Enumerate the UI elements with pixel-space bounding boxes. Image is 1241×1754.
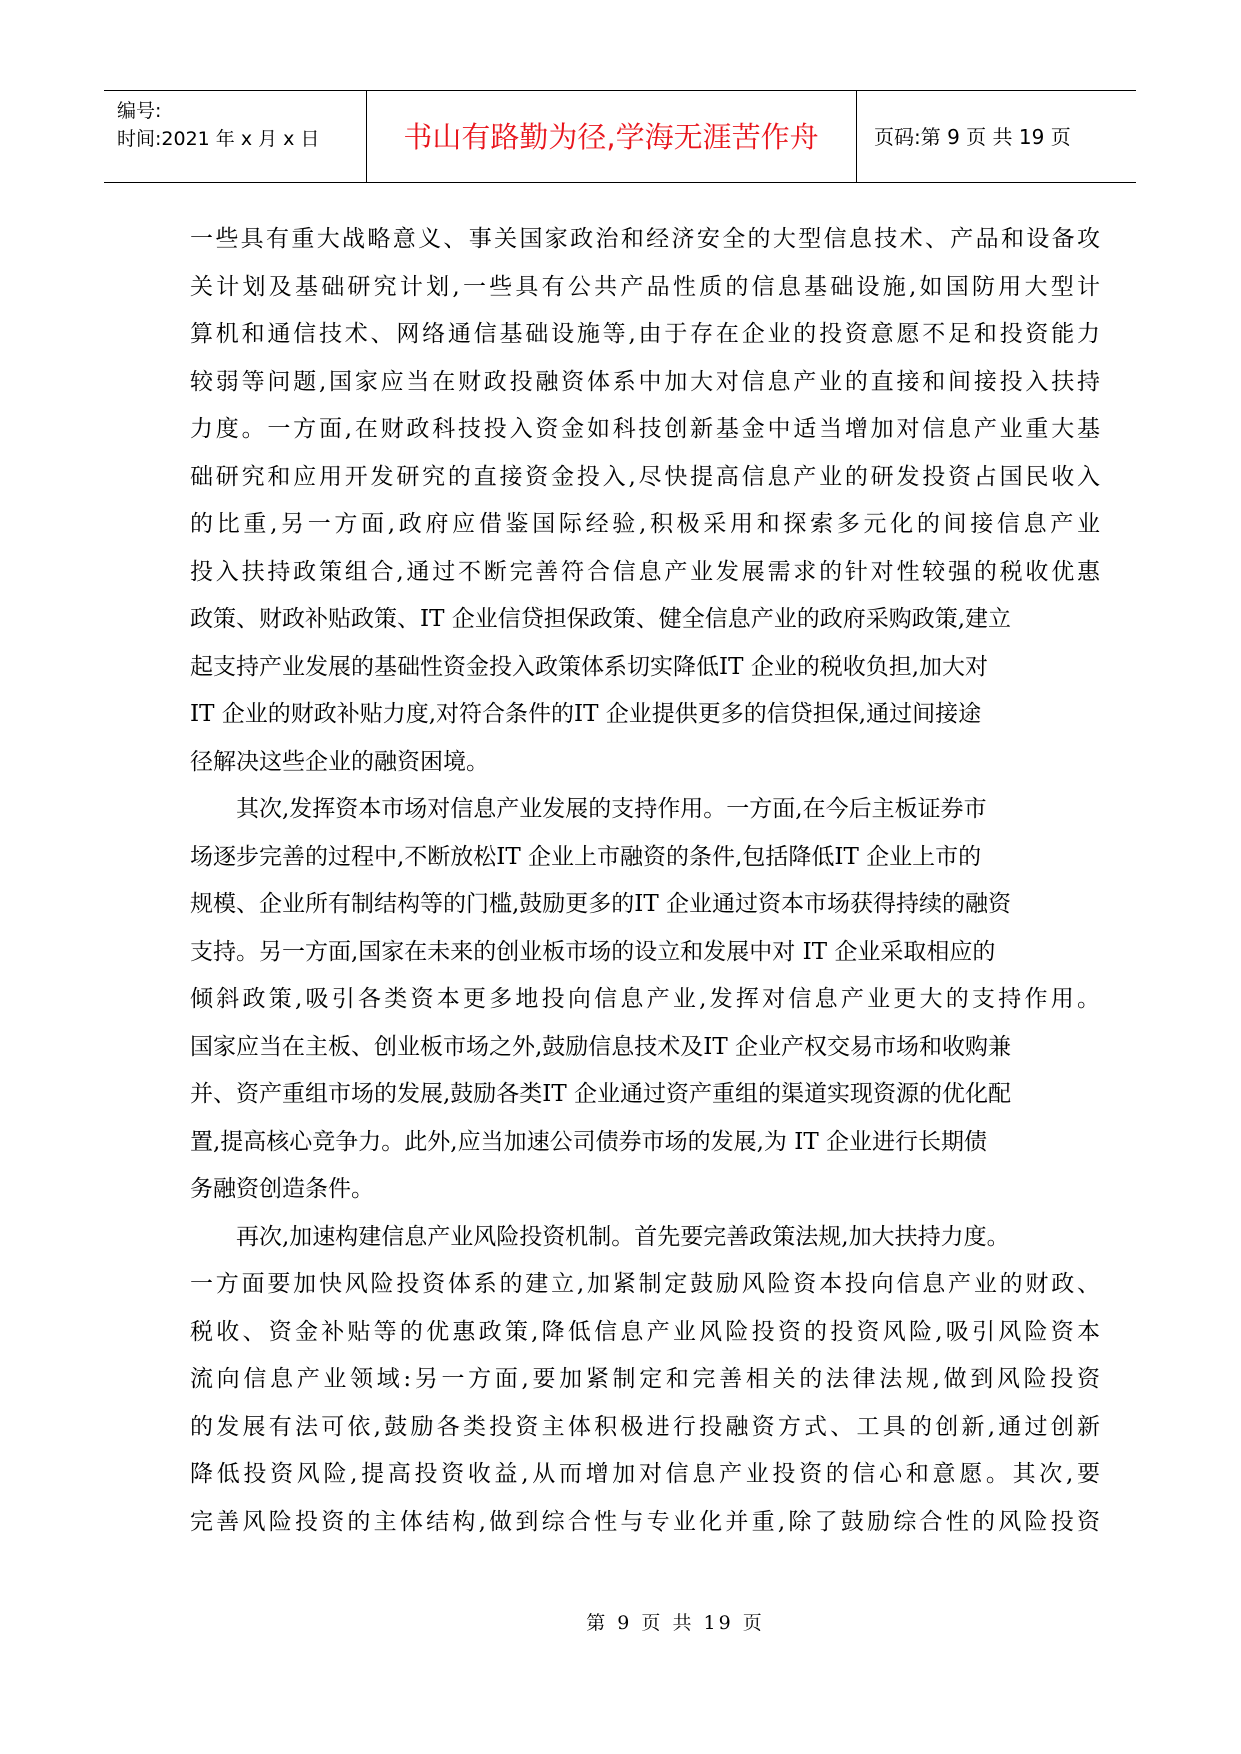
body-line: 础研究和应用开发研究的直接资金投入,尽快提高信息产业的研发投资占国民收入 [190,463,1100,490]
body-line: 务融资创造条件。 [190,1176,374,1202]
body-line: 算机和通信技术、网络通信基础设施等,由于存在企业的投资意愿不足和投资能力 [190,321,1100,347]
body-line: 并、资产重组市场的发展,鼓励各类IT 企业通过资产重组的渠道实现资源的优化配 [190,1081,1012,1107]
body-line: 倾斜政策,吸引各类资本更多地投向信息产业,发挥对信息产业更大的支持作用。 [190,986,1100,1012]
body-line: 投入扶持政策组合,通过不断完善符合信息产业发展需求的针对性较强的税收优惠 [190,558,1100,585]
body-line: 支持。另一方面,国家在未来的创业板市场的设立和发展中对 IT 企业采取相应的 [190,938,996,965]
body-line: IT 企业的财政补贴力度,对符合条件的IT 企业提供更多的信贷担保,通过间接途 [190,701,982,727]
header-meta [117,97,357,153]
page-footer: 第 9 页 共 19 页 [586,1612,765,1634]
body-line: 完善风险投资的主体结构,做到综合性与专业化并重,除了鼓励综合性的风险投资 [190,1508,1100,1535]
document-time-label: 时间:2021 年 x 月 x 日 [117,128,320,150]
document-body [190,216,1100,1546]
header-divider [856,91,857,182]
body-line: 降低投资风险,提高投资收益,从而增加对信息产业投资的信心和意愿。其次,要 [190,1461,1100,1487]
page-header [104,90,1136,183]
header-page-number: 页码:第 9 页 共 19 页 [874,125,1071,149]
body-line: 政策、财政补贴政策、IT 企业信贷担保政策、健全信息产业的政府采购政策,建立 [190,606,1012,632]
body-line: 其次,发挥资本市场对信息产业发展的支持作用。一方面,在今后主板证券市 [236,796,987,822]
body-line: 一些具有重大战略意义、事关国家政治和经济安全的大型信息技术、产品和设备攻 [190,226,1100,252]
body-line: 流向信息产业领域:另一方面,要加紧制定和完善相关的法律法规,做到风险投资 [190,1366,1100,1392]
body-line: 一方面要加快风险投资体系的建立,加紧制定鼓励风险资本投向信息产业的财政、 [190,1271,1100,1297]
body-line: 税收、资金补贴等的优惠政策,降低信息产业风险投资的投资风险,吸引风险资本 [190,1318,1100,1345]
document-number-label: 编号: [117,100,162,122]
header-motto: 书山有路勤为径,学海无涯苦作舟 [403,120,819,154]
body-line: 再次,加速构建信息产业风险投资机制。首先要完善政策法规,加大扶持力度。 [236,1223,1010,1250]
body-line: 起支持产业发展的基础性资金投入政策体系切实降低IT 企业的税收负担,加大对 [190,653,989,680]
body-line: 场逐步完善的过程中,不断放松IT 企业上市融资的条件,包括降低IT 企业上市的 [190,843,982,870]
body-line: 的发展有法可依,鼓励各类投资主体积极进行投融资方式、工具的创新,通过创新 [190,1413,1100,1440]
body-line: 国家应当在主板、创业板市场之外,鼓励信息技术及IT 企业产权交易市场和收购兼 [190,1033,1012,1060]
body-line: 置,提高核心竞争力。此外,应当加速公司债券市场的发展,为 IT 企业进行长期债 [190,1128,987,1155]
body-line: 的比重,另一方面,政府应借鉴国际经验,积极采用和探索多元化的间接信息产业 [190,511,1100,537]
body-line: 规模、企业所有制结构等的门槛,鼓励更多的IT 企业通过资本市场获得持续的融资 [190,891,1012,917]
body-line: 径解决这些企业的融资困境。 [190,748,489,775]
body-line: 关计划及基础研究计划,一些具有公共产品性质的信息基础设施,如国防用大型计 [190,273,1100,300]
body-line: 较弱等问题,国家应当在财政投融资体系中加大对信息产业的直接和间接投入扶持 [190,368,1100,395]
body-line: 力度。一方面,在财政科技投入资金如科技创新基金中适当增加对信息产业重大基 [190,416,1100,442]
